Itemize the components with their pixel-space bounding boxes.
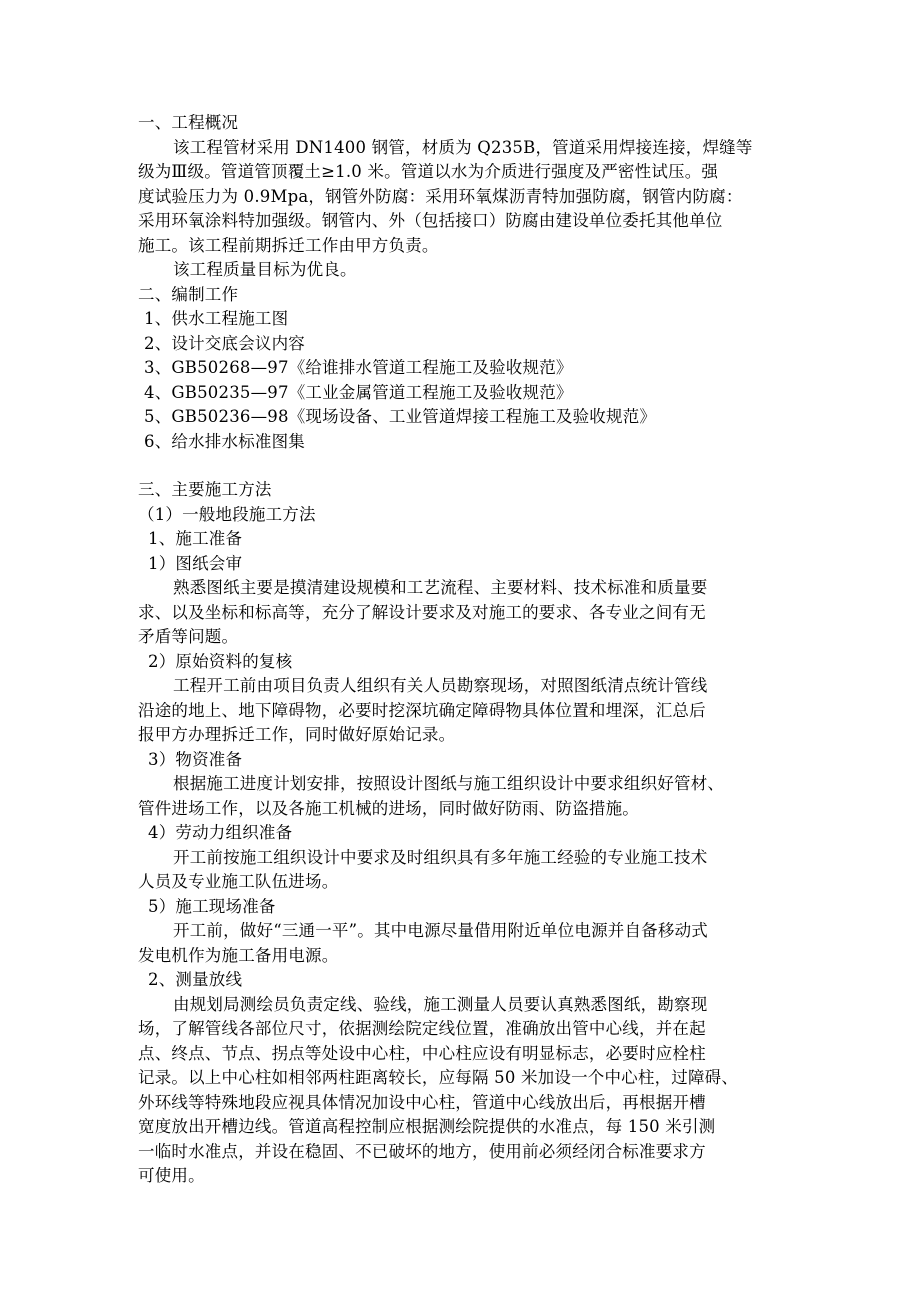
list-item: 3、GB50268—97《给谁排水管道工程施工及验收规范》 (144, 358, 573, 377)
paragraph-line: 可使用。 (138, 1166, 205, 1185)
item-heading: 5）施工现场准备 (148, 896, 276, 916)
subsection-heading: 1、施工准备 (148, 529, 243, 548)
paragraph-line: 根据施工进度计划安排，按照设计图纸与施工组织设计中要求组织好管材、 (173, 774, 725, 793)
item-heading: 3）物资准备 (148, 749, 243, 769)
paragraph-line: 场，了解管线各部位尺寸，依据测绘院定线位置，准确放出管中心线，并在起 (138, 1019, 706, 1038)
paragraph-line: 开工前按施工组织设计中要求及时组织具有多年施工经验的专业施工技术 (173, 847, 708, 867)
paragraph-line: 求、以及坐标和标高等，充分了解设计要求及对施工的要求、各专业之间有无 (138, 602, 706, 622)
paragraph-line: 度试验压力为 0.9Mpa，钢管外防腐：采用环氧煤沥青特加强防腐，钢管内防腐： (138, 186, 743, 206)
paragraph-line: 外环线等特殊地段应视具体情况加设中心柱，管道中心线放出后，再根据开槽 (138, 1092, 706, 1112)
paragraph-line: 宽度放出开槽边线。管道高程控制应根据测绘院提供的水准点，每 150 米引测 (138, 1117, 716, 1136)
paragraph-line: 发电机作为施工备用电源。 (138, 945, 339, 965)
list-item: 6、给水排水标准图集 (144, 431, 305, 451)
paragraph-line: 开工前，做好“三通一平”。其中电源尽量借用附近单位电源并自备移动式 (173, 921, 708, 940)
item-heading: 2）原始资料的复核 (148, 651, 293, 671)
list-item: 1、供水工程施工图 (144, 309, 289, 328)
paragraph-line: 沿途的地上、地下障碍物，必要时挖深坑确定障碍物具体位置和埋深，汇总后 (138, 700, 706, 720)
subsection-heading: （1）一般地段施工方法 (138, 504, 316, 524)
paragraph-line: 人员及专业施工队伍进场。 (138, 872, 339, 891)
paragraph-line: 工程开工前由项目负责人组织有关人员勘察现场，对照图纸清点统计管线 (173, 676, 708, 695)
list-item: 2、设计交底会议内容 (144, 333, 305, 353)
document-body (138, 111, 788, 1189)
item-heading: 1）图纸会审 (148, 553, 243, 573)
paragraph-line: 熟悉图纸主要是摸清建设规模和工艺流程、主要材料、技术标准和质量要 (173, 578, 708, 597)
paragraph-line: 采用环氧涂料特加强级。钢管内、外（包括接口）防腐由建设单位委托其他单位 (138, 211, 723, 230)
section-heading-3: 三、主要施工方法 (138, 480, 272, 499)
paragraph-line: 一临时水准点，并设在稳固、不已破坏的地方，使用前必须经闭合标准要求方 (138, 1141, 706, 1161)
subsection-heading: 2、测量放线 (148, 970, 243, 989)
paragraph-line: 矛盾等问题。 (138, 627, 239, 646)
paragraph-line: 该工程管材采用 DN1400 钢管，材质为 Q235B，管道采用焊接连接，焊缝等 (173, 137, 753, 157)
list-item: 4、GB50235—97《工业金属管道工程施工及验收规范》 (144, 382, 573, 402)
paragraph-line: 点、终点、节点、拐点等处设中心柱，中心柱应设有明显标志，必要时应栓柱 (138, 1043, 706, 1063)
paragraph-line: 记录。以上中心柱如相邻两柱距离较长，应每隔 50 米加设一个中心柱，过障碍、 (138, 1068, 739, 1087)
paragraph-line: 级为Ⅲ级。管道管顶覆土≥1.0 米。管道以水为介质进行强度及严密性试压。强 (138, 162, 719, 181)
paragraph-line: 施工。该工程前期拆迁工作由甲方负责。 (138, 235, 439, 255)
list-item: 5、GB50236—98《现场设备、工业管道焊接工程施工及验收规范》 (144, 407, 657, 426)
section-heading-1: 一、工程概况 (138, 113, 239, 132)
paragraph-line: 该工程质量目标为优良。 (173, 260, 357, 279)
paragraph-line: 报甲方办理拆迁工作，同时做好原始记录。 (138, 725, 456, 744)
paragraph-line: 由规划局测绘员负责定线、验线，施工测量人员要认真熟悉图纸，勘察现 (173, 994, 708, 1014)
paragraph-line: 管件进场工作，以及各施工机械的进场，同时做好防雨、防盗措施。 (138, 798, 639, 818)
section-heading-2: 二、编制工作 (138, 284, 239, 304)
item-heading: 4）劳动力组织准备 (148, 823, 293, 842)
blank-line (138, 454, 788, 478)
